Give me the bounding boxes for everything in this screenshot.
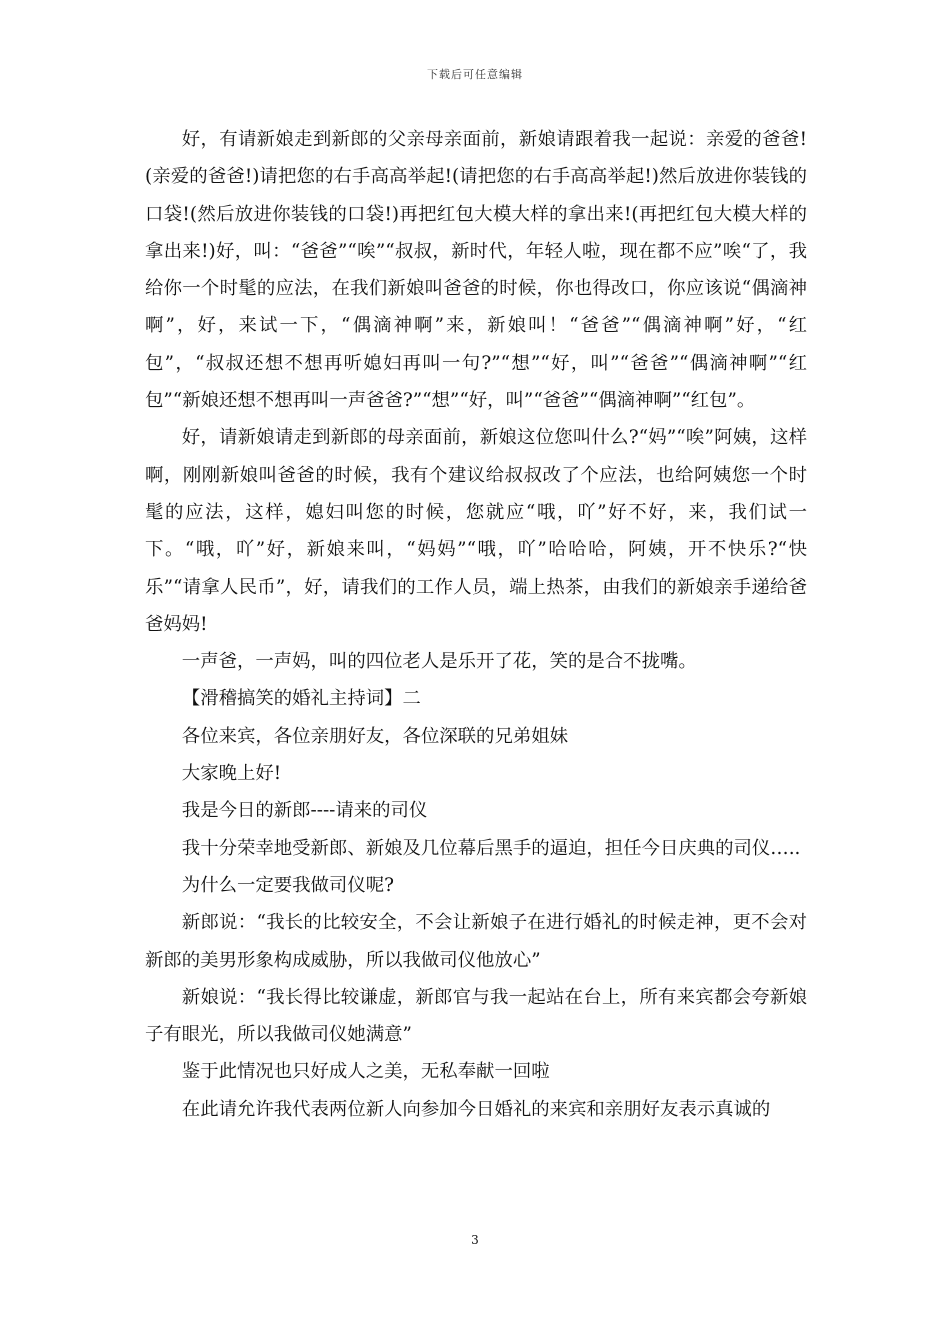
page-header: 下载后可任意编辑 [427,68,523,81]
paragraph-thanks: 在此请允许我代表两位新人向参加今日婚礼的来宾和亲朋好友表示真诚的 [181,1098,771,1120]
paragraph-self-intro: 我是今日的新郎----请来的司仪 [181,800,428,822]
paragraph-bride-says: 新娘说：“我长得比较谦虚，新郎官与我一起站在台上，所有来宾都会夸新娘子有眼光，所以我做司仪她满意” [145,986,807,1046]
paragraph-good-evening: 大家晚上好! [181,763,282,785]
paragraph-groom-says: 新郎说：“我长的比较安全，不会让新娘子在进行婚礼的时候走神，更不会对新郎的美男形象构成威胁，所以我做司仪他放心” [145,912,807,971]
paragraph-why-me: 为什么一定要我做司仪呢? [181,874,394,896]
paragraph-greeting-guests: 各位来宾，各位亲朋好友，各位深联的兄弟姐妹 [181,725,569,747]
page-number: 3 [471,1233,479,1247]
paragraph-mother-greeting: 好，请新娘请走到新郎的母亲面前，新娘这位您叫什么?“妈”“唉”阿姨，这样啊，刚刚新娘叫爸爸的时候，我有个建议给叔叔改了个应法，也给阿姨您一个时髦的应法，这样，媳妇叫您的时候，您就应“哦，吖”好不好，来，我们试一下。“哦，吖”好，新娘来叫，“妈妈”“哦，吖”哈哈哈，阿姨，开不快乐?“快乐”“请拿人民币”，好，请我们的工作人员，端上热茶，由我们的新娘亲手递给爸爸妈妈! [145,427,807,635]
paragraph-dedication: 鉴于此情况也只好成人之美，无私奉献一回啦 [181,1061,550,1083]
section-heading: 【滑稽搞笑的婚礼主持词】二 [181,688,421,710]
document-body [145,121,807,1128]
paragraph-honored: 我十分荣幸地受新郎、新娘及几位幕后黑手的逼迫，担任今日庆典的司仪….. [181,837,801,859]
paragraph-father-greeting: 好，有请新娘走到新郎的父亲母亲面前，新娘请跟着我一起说：亲爱的爸爸!(亲爱的爸爸!)请把您的右手高高举起!(请把您的右手高高举起!)然后放进你装钱的口袋!(然后放进你装钱的口袋!)再把红包大模大样的拿出来!(再把红包大模大样的拿出来!)好，叫：“爸爸”“唉”“叔叔，新时代，年轻人啦，现在都不应”唉“了，我给你一个时髦的应法，在我们新娘叫爸爸的时候，你也得改口，你应该说“偶滴神啊”，好，来试一下，“偶滴神啊”来，新娘叫！“爸爸”“偶滴神啊”好，“红包”，“叔叔还想不想再听媳妇再叫一句?”“想”“好，叫”“爸爸”“偶滴神啊”“红包”“新娘还想不想再叫一声爸爸?”“想”“好，叫”“爸爸”“偶滴神啊”“红包”。 [145,129,807,412]
paragraph-elders-happy: 一声爸，一声妈，叫的四位老人是乐开了花，笑的是合不拢嘴。 [181,651,697,673]
